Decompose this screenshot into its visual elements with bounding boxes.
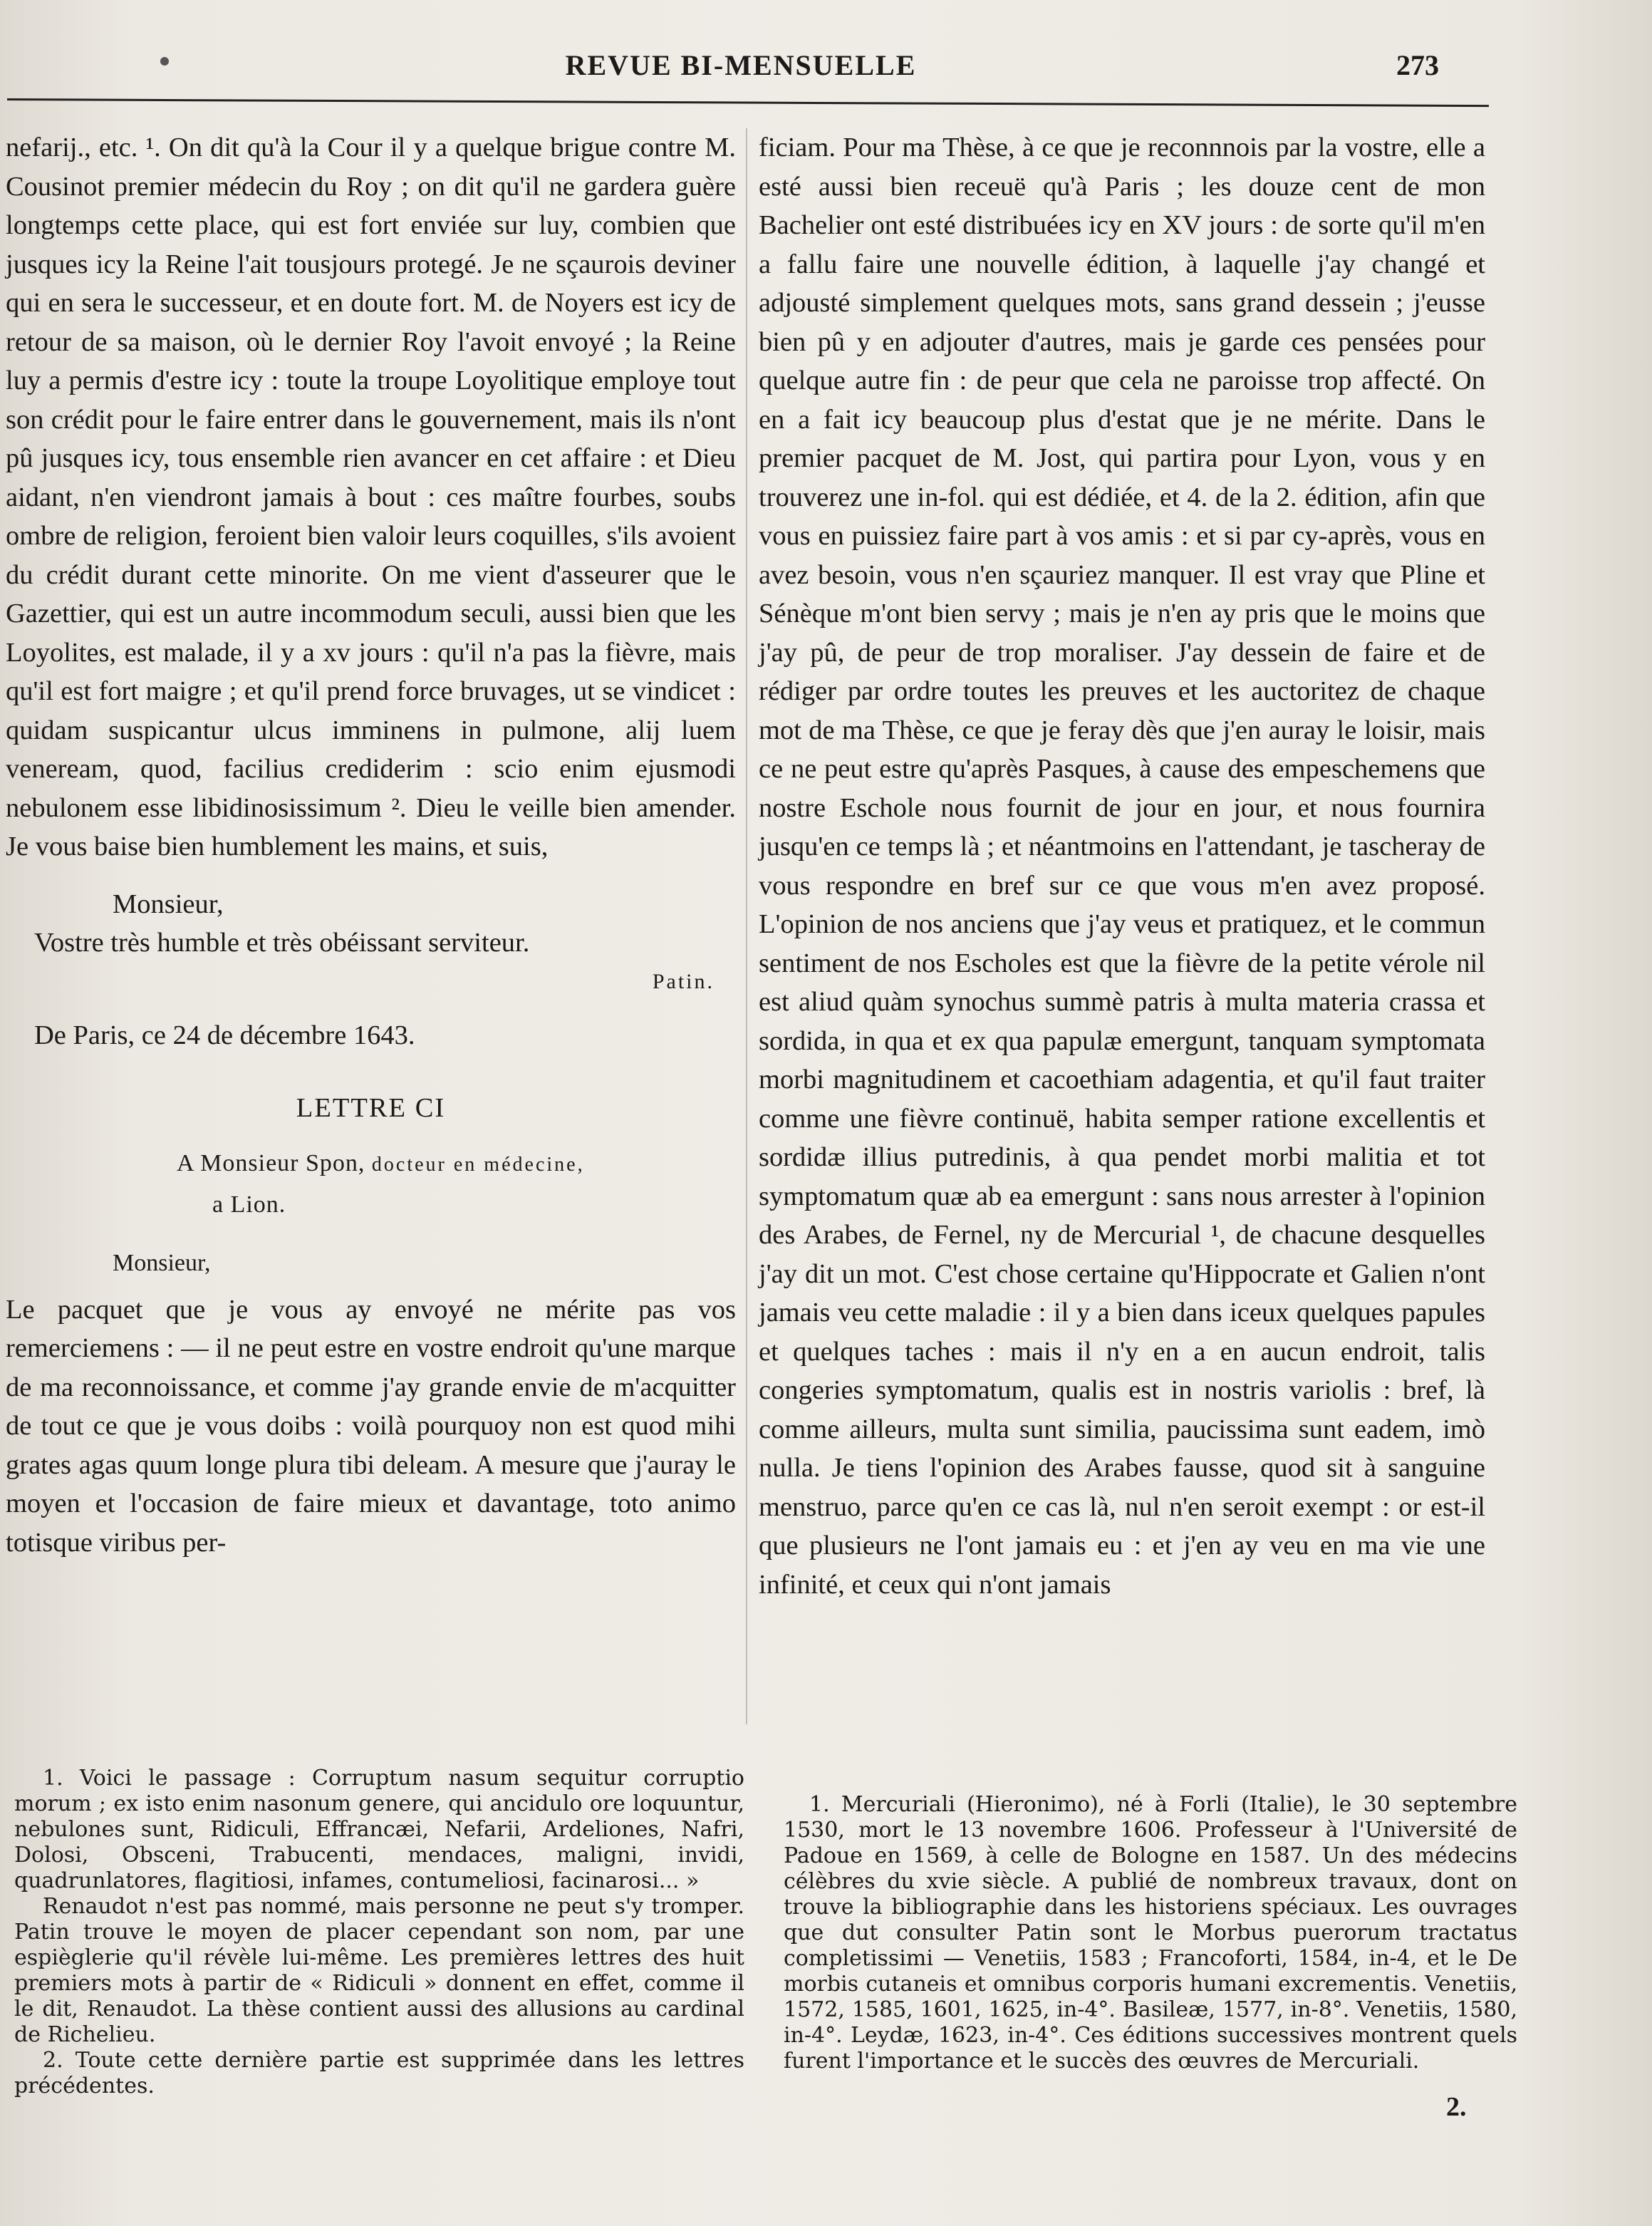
page-number: 273 [1396, 49, 1439, 81]
left-paragraph-2: Le pacquet que je vous ay envoyé ne mérite pas vos remerciemens : — il ne peut estre en vostre endroit qu'une marque de ma reconnoissance, et comme j'ay grande envie de m'acquitter de tout ce que je vous doibs : voilà pourquoy non est quod mihi grates agas quum longe plura tibi deleam. A mesure que j'auray le moyen et l'occasion de faire mieux et davantage, toto animo totisque viribus per- [6, 1294, 736, 1558]
sheet-signature: 2. [1446, 2092, 1467, 2122]
header-rule [7, 98, 1489, 107]
footnote-2: 2. Toute cette dernière partie est supprimée dans les lettres précédentes. [14, 2048, 744, 2098]
address-recipient: A Monsieur Spon, [177, 1149, 365, 1176]
signature: Patin. [652, 969, 715, 993]
letter-title: LETTRE CI [296, 1092, 446, 1123]
page-header [0, 43, 1652, 93]
dateline: De Paris, ce 24 de décembre 1643. [34, 1020, 415, 1050]
address-city: a Lion. [212, 1191, 286, 1218]
footnote-1-comment: Renaudot n'est pas nommé, mais personne ne peut s'y tromper. Patin trouve le moyen de placer cependant son nom, par une espièglerie qu'il révèle lui-même. Les premières lettres des huit premiers mots à partir de « Ridiculi » donnent en effet, comme il le dit, Renaudot. La thèse contient aussi des allusions au cardinal de Richelieu. [14, 1894, 744, 2047]
letter-address [177, 1144, 736, 1225]
closing-formula: Vostre très humble et très obéissant serviteur. [34, 928, 530, 958]
right-paragraph-1: ficiam. Pour ma Thèse, à ce que je reconnnois par la vostre, elle a esté aussi bien receuë qu'à Paris ; les douze cent de mon Bachelier ont esté distribuées icy en XV jours : de sorte qu'il m'en a fallu faire une nouvelle édition, à laquelle j'ay changé et adjousté simplement quelques mots, sans grand dessein ; j'eusse bien pû y en adjouter d'autres, mais je garde ces pensées pour quelque autre fin : de peur que cela ne paroisse trop affecté. On en a fait icy beaucoup plus d'estat que je ne mérite. Dans le premier pacquet de M. Jost, qui partira pour Lyon, vous y en trouverez une in-fol. qui est dédiée, et 4. de la 2. édition, afin que vous en puissiez faire part à vos amis : et si par cy-après, vous en avez besoin, vous n'en sçauriez manquer. Il est vray que Pline et Sénèque m'ont bien servy ; mais je n'en ay pris que le moins que j'ay pû, de peur de trop moraliser. J'ay dessein de faire et de rédiger par ordre toutes les preuves et les auctoritez de chaque mot de ma Thèse, ce que je feray dès que j'en auray le loisir, mais ce ne peut estre qu'après Pasques, à cause des empeschemens que nostre Eschole nous fournit de jour en jour, et nous fournira jusqu'en ce temps là ; et néantmoins en l'attendant, je tascheray de vous respondre en bref sur ce que vous m'en avez proposé. L'opinion de nos anciens que j'ay veus et pratiquez, et le commun sentiment de nos Escholes est que la fièvre de la petite vérole nil est aliud quàm synochus summè patris à multa materia crassa et sordida, in qua et ex qua papulæ emergunt, tanquam symptomata morbi magnitudinem et cacoethiam adagentia, et qu'il faut traiter comme une fièvre continuë, habita semper ratione excellentis et sordidæ illius putredinis, à qua pendet morbi malitia et tot symptomatum quæ ab ea emergunt : sans nous arrester à l'opinion des Arabes, de Fernel, ny de Mercurial ¹, de chacune desquelles j'ay dit un mot. C'est chose certaine qu'Hippocrate et Galien n'ont jamais veu cette maladie : il y a bien dans iceux quelques papules et quelques taches : mais il n'y en a en aucun endroit, talis congeries symptomatum, qualis est in nostris variolis : bref, là comme ailleurs, multa sunt similia, paucissima sunt eadem, imò nulla. Je tiens l'opinion des Arabes fausse, quod sit à sanguine menstruo, parce qu'en ce cas là, nul n'en seroit exempt : or est-il que plusieurs ne l'ont jamais eu : et j'en ay veu en ma vie une infinité, et ceux qui n'ont jamais [759, 133, 1485, 1600]
greeting: Monsieur, [113, 1249, 211, 1276]
footnote-mercuriali: 1. Mercuriali (Hieronimo), né à Forli (Italie), le 30 septembre 1530, mort le 13 novembre 1606. Professeur à l'Université de Padoue en 1569, à celle de Bologne en 1587. Un des médecins célèbres du xvie siècle. A publié de nombreux travaux, dont on trouve la bibliographie dans les historiens spéciaux. Les ouvrages que dut consulter Patin sont le Morbus puerorum tractatus completissimi — Venetiis, 1583 ; Francoforti, 1584, in-4, et le De morbis cutaneis et omnibus corporis humani excrementis. Venetiis, 1572, 1585, 1601, 1625, in-4°. Basileæ, 1577, in-8°. Venetiis, 1580, in-4°. Leydæ, 1623, in-4°. Ces éditions successives montrent quels furent l'importance et le succès des œuvres de Mercuriali. [784, 1792, 1517, 2074]
footnote-1: 1. Voici le passage : Corruptum nasum sequitur corruptio morum ; ex isto enim nasonum genere, qui ancidulo ore loquuntur, nebulones sunt, Ridiculi, Effrancæi, Nefarii, Ardeliones, Nafri, Dolosi, Obsceni, Trabucenti, mendaces, maligni, invidi, quadrunlatores, flagitiosi, infames, contumeliosi, facinarosi... » [14, 1766, 744, 1893]
footnotes-left [14, 1766, 744, 2099]
left-paragraph-1: nefarij., etc. ¹. On dit qu'à la Cour il y a quelque brigue contre M. Cousinot premier médecin du Roy ; on dit qu'il ne gardera guère longtemps cette place, qui est fort enviée sur luy, combien que jusques icy la Reine l'ait tousjours protegé. Je ne sçaurois deviner qui en sera le successeur, et en doute fort. M. de Noyers est icy de retour de sa maison, où le dernier Roy l'avoit envoyé ; la Reine luy a permis d'estre icy : toute la troupe Loyolitique employe tout son crédit pour le faire entrer dans le gouvernement, mais ils n'ont pû jusques icy, tous ensemble rien avancer en cet affaire : et Dieu aidant, n'en viendront jamais à bout : ces maître fourbes, soubs ombre de religion, feroient bien valoir leurs coquilles, s'ils avoient du crédit durant cette minorite. On me vient d'asseurer que le Gazettier, qui est un autre incommodum seculi, aussi bien que les Loyolites, est malade, il y a xv jours : qu'il n'a pas la fièvre, mais qu'il est fort maigre ; et qu'il prend force bruvages, ut se vindicet : quidam suspicantur ulcus imminens in pulmone, alij luem veneream, quod, facilius crediderim : scio enim ejusmodi nebulonem esse libidinosissimum ². Dieu le veille bien amender. Je vous baise bien humblement les mains, et suis, [6, 133, 736, 861]
column-divider [746, 128, 747, 1724]
running-head: REVUE BI-MENSUELLE [565, 49, 917, 81]
address-title: docteur en médecine, [371, 1153, 585, 1176]
footnotes-right [784, 1792, 1517, 2074]
salutation: Monsieur, [113, 889, 224, 919]
right-column [759, 128, 1485, 1604]
left-column [6, 128, 736, 1562]
ink-dot [160, 57, 169, 66]
